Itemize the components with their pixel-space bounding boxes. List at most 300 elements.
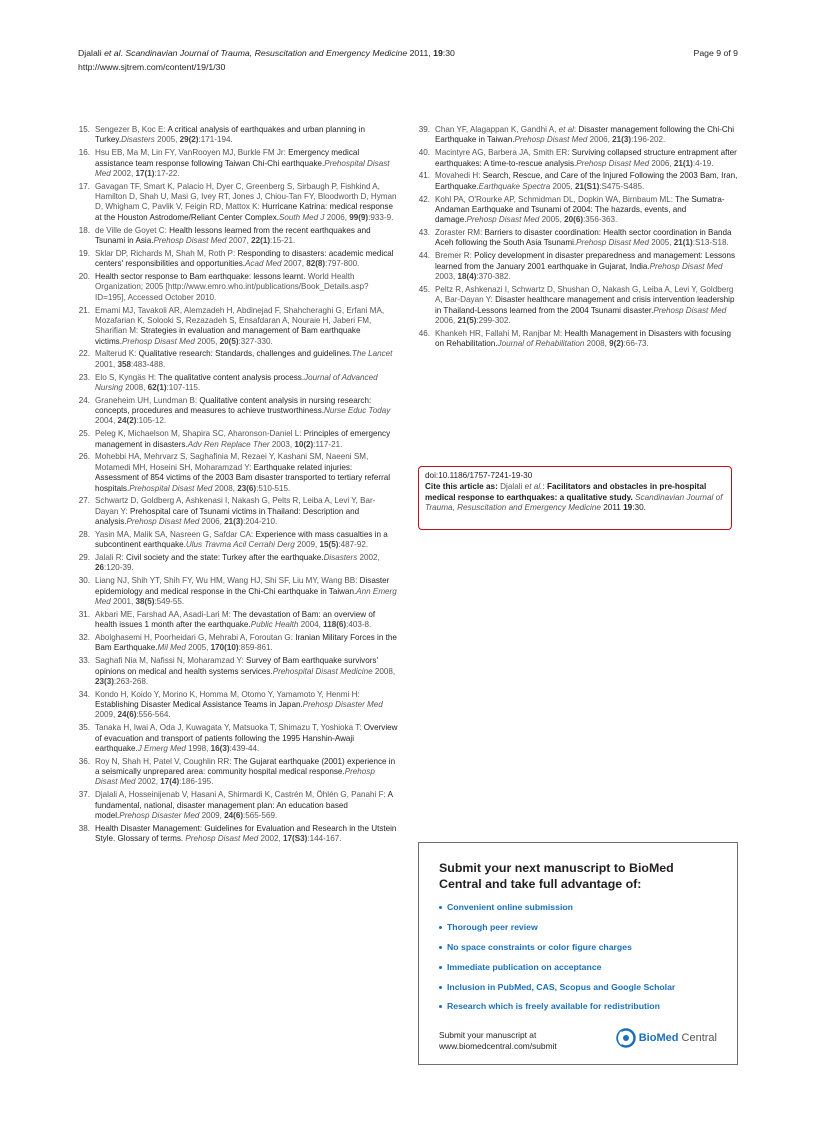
bmc-benefit-item [439, 982, 717, 993]
reference-volume: 21(S1) [574, 181, 600, 191]
reference-volume: 17(4) [160, 777, 180, 787]
reference-year: 2002, [357, 553, 380, 563]
reference-year: 2004, [95, 416, 118, 426]
reference-body [95, 349, 392, 368]
reference-volume: 24(6) [224, 810, 244, 820]
cite-etal: et al. [524, 482, 543, 492]
reference-title[interactable]: Strategies in evaluation and management of Bam earthquake victims. [95, 326, 361, 346]
reference-title[interactable]: Hurricane Katrina: medical response at the Houston Astrodome/Reliant Center Complex. [95, 202, 393, 222]
bmc-submit-box [418, 842, 738, 1065]
reference-item [78, 272, 398, 303]
header-etal: et al [104, 48, 121, 58]
reference-journal: The Lancet [351, 349, 393, 359]
reference-authors: Mohebbi HA, Mehrvarz S, Saghafinia M, Rezaei Y, Kashani SM, Naeeni SM, Motamedi MH, Hoseini SH, Moharamzad Y: [95, 452, 369, 472]
reference-volume: 62(1) [147, 382, 167, 392]
reference-title[interactable]: Barriers to disaster coordination: Health sector coordination in Banda Aceh following the South Asia Tsunami. [435, 228, 732, 248]
bullet-icon [439, 986, 442, 989]
reference-authors: Akbari ME, Farshad AA, Asadi-Lari M: [95, 609, 233, 619]
reference-volume: 20(6) [564, 215, 584, 225]
reference-body [95, 690, 383, 720]
reference-item [78, 690, 398, 721]
bmc-benefit-item [439, 902, 717, 913]
reference-number: 32. [78, 632, 90, 642]
reference-item [78, 553, 398, 574]
reference-pages: :144-167. [307, 834, 342, 844]
reference-body [95, 249, 394, 268]
reference-journal: Prehosp Disast Med [466, 215, 540, 225]
reference-title[interactable]: Overview of evacuation and transport of patients following the 1995 Hanshin-Awaji earthquake. [95, 723, 398, 753]
reference-year: 2009, [95, 710, 118, 720]
logo-wordmark [639, 1032, 717, 1044]
reference-number: 31. [78, 609, 90, 619]
reference-authors: Sklar DP, Richards M, Shah M, Roth P: [95, 248, 238, 258]
reference-authors: Kondo H, Koido Y, Morino K, Homma M, Otomo Y, Yamamoto Y, Henmi H: [95, 689, 360, 699]
reference-journal: Prehosp Disast Med [649, 261, 723, 271]
references-right-column [418, 125, 738, 352]
page-header [78, 46, 738, 74]
reference-authors: Roy N, Shah H, Patel V, Coughlin RR: [95, 756, 234, 766]
reference-pages: :487-92. [338, 540, 369, 550]
reference-journal: Prehosp Disaster Med [302, 700, 383, 710]
reference-body [95, 576, 397, 606]
reference-item [78, 576, 398, 607]
references-left-column [78, 125, 398, 847]
reference-item [418, 251, 738, 282]
cite-authors: Djalali [500, 482, 525, 492]
reference-year: 2001, [110, 596, 136, 606]
reference-title[interactable]: Disaster healthcare management and crisis intervention leadership in Thailand-Lessons learned from the 2004 Tsunami disaster. [435, 295, 735, 315]
reference-number: 18. [78, 225, 90, 235]
reference-pages: :510-515. [256, 483, 291, 493]
reference-number: 46. [418, 328, 430, 338]
reference-body [95, 656, 395, 686]
reference-item [78, 429, 398, 450]
reference-body [95, 429, 390, 448]
reference-journal: South Med J [279, 212, 325, 222]
reference-journal: Disasters [121, 135, 155, 145]
reference-item [418, 171, 738, 192]
reference-journal: Earthquake Spectra [478, 181, 551, 191]
reference-title[interactable]: Emergency medical assistance team response following Taiwan Chi-Chi earthquake. [95, 148, 360, 168]
reference-volume: 24(2) [117, 416, 137, 426]
reference-volume: 15(5) [319, 540, 339, 550]
reference-number: 45. [418, 284, 430, 294]
reference-item [78, 496, 398, 527]
reference-volume: 21(5) [457, 315, 477, 325]
reference-year: 2002, [258, 834, 284, 844]
reference-volume: 21(1) [673, 238, 693, 248]
logo-central: Central [678, 1032, 717, 1044]
reference-pages: :17-22. [154, 168, 180, 178]
reference-number: 38. [78, 823, 90, 833]
reference-volume: 99(9) [349, 212, 369, 222]
reference-body [435, 228, 731, 247]
reference-number: 37. [78, 790, 90, 800]
header-article: :30 [442, 48, 455, 58]
reference-volume: 21(3) [612, 135, 632, 145]
bmc-submit-text [439, 1030, 557, 1051]
reference-title[interactable]: A critical analysis of earthquakes and urban planning in Turkey. [95, 125, 365, 145]
reference-body [95, 496, 375, 526]
reference-volume: 170(10) [210, 643, 239, 653]
reference-pages: :797-800. [325, 259, 360, 269]
running-citation [78, 46, 738, 60]
reference-journal: Prehospital Disast Medicine [272, 666, 373, 676]
reference-year: 2001, [95, 359, 118, 369]
reference-journal: Prehosp Disast Med [121, 336, 195, 346]
cite-year: 2011 [600, 503, 624, 513]
reference-title[interactable]: The devastation of Bam: an overview of health issues 1 month after the earthquake. [95, 609, 376, 630]
reference-journal: Prehosp Disast Med [183, 834, 259, 844]
reference-item [78, 125, 398, 146]
reference-pages: :549-55. [154, 596, 185, 606]
reference-volume: 17(1) [135, 168, 155, 178]
bmc-benefit-item [439, 962, 717, 973]
reference-authors: Abolghasemi H, Poorheidari G, Mehrabi A, Foroutan G: [95, 632, 296, 642]
bmc-benefit-item [439, 1001, 717, 1012]
bmc-submit-url[interactable]: www.biomedcentral.com/submit [439, 1040, 557, 1051]
reference-pages: :204-210. [243, 517, 278, 527]
reference-title[interactable]: Civil society and the state: Turkey after the earthquake. [126, 553, 324, 563]
reference-authors: Yasin MA, Malik SA, Nasreen G, Safdar CA: [95, 529, 256, 539]
reference-item [78, 148, 398, 179]
reference-authors: Elo S, Kyngäs H: [95, 372, 159, 382]
reference-year: 1998, [185, 743, 211, 753]
reference-pages: :299-302. [476, 315, 511, 325]
reference-pages: :439-44. [229, 743, 260, 753]
reference-body [435, 125, 734, 144]
reference-pages: :107-115. [166, 382, 201, 392]
reference-body [435, 329, 731, 348]
reference-item [78, 610, 398, 631]
reference-item [78, 226, 398, 247]
reference-title[interactable]: Qualitative content analysis in nursing research: concepts, procedures and measures to achieve trustworthiness. [95, 395, 372, 416]
reference-volume: 16(3) [210, 743, 230, 753]
reference-authors: Bremer R: [435, 251, 475, 261]
reference-pages: :859-861. [238, 643, 273, 653]
reference-body [95, 723, 397, 753]
reference-year: 2005, [154, 135, 180, 145]
reference-body [95, 226, 371, 245]
bmc-submit-line1: Submit your manuscript at [439, 1030, 537, 1040]
biomed-logo-icon [616, 1028, 636, 1048]
reference-title[interactable]: Health lessons learned from the recent earthquakes and Tsunami in Asia. [95, 225, 371, 245]
bmc-benefit-text: Thorough peer review [447, 921, 538, 932]
reference-title[interactable]: The Gujarat earthquake (2001) experience in a seismically unprepared area: community hospital medical response. [95, 756, 396, 777]
reference-year: 2008, [122, 382, 148, 392]
reference-title[interactable]: Disaster management following the Chi-Chi Earthquake in Taiwan. [435, 125, 735, 145]
reference-item [418, 329, 738, 350]
reference-title[interactable]: Health Management in Disasters with focusing on Rehabilitation. [435, 328, 732, 349]
reference-title[interactable]: Health sector response to Bam earthquake: lessons learnt. [95, 271, 306, 281]
reference-year: 2002, [110, 168, 136, 178]
reference-number: 15. [78, 125, 90, 134]
reference-journal: Prehosp Disaster Med [119, 810, 200, 820]
reference-authors: Gavagan TF, Smart K, Palacio H, Dyer C, Greenberg S, Sirbaugh P, Fishkind A, Hamilton D, Shah U, Masi G, Ivey RT, Jones J, Chiou-Tan FY, Bloodworth D, Hyman D, Whigham C, Pavlik V, Feigin RD, Mattox K: [95, 181, 397, 212]
cite-title: Facilitators and obstacles in pre-hospital medical response to earthquakes: a qualitative study. [425, 482, 707, 502]
cite-volume: 19 [623, 503, 633, 513]
reference-journal: Prehospital Disast Med [129, 483, 213, 493]
reference-authors: Djalali A, Hosseinijenab V, Hasani A, Shirmardi K, Castrén M, Öhlén G, Panahi F: [95, 790, 388, 800]
reference-volume: 26 [95, 563, 105, 573]
reference-volume: 23(6) [237, 483, 257, 493]
cite-journal: Scandinavian Journal of Trauma, Resuscitation and Emergency Medicine [425, 492, 723, 513]
reference-body [95, 306, 384, 346]
bmc-title: Submit your next manuscript to BioMed Central and take full advantage of: [439, 861, 674, 891]
reference-pages: :66-73. [623, 339, 649, 349]
reference-authors: Schwartz D, Goldberg A, Ashkenasi I, Nakash G, Pelts R, Leiba A, Levi Y, Bar-Dayan Y: [95, 496, 376, 516]
reference-item [78, 723, 398, 754]
reference-year: 2007, [281, 259, 307, 269]
reference-pages: :105-12. [136, 416, 167, 426]
logo-bio: BioMed [638, 1032, 679, 1044]
reference-title[interactable]: A fundamental, national, disaster management plan: An education based model. [95, 790, 393, 820]
reference-journal: Public Health [250, 620, 299, 630]
reference-journal: Journal of Advanced Nursing [95, 372, 378, 392]
reference-number: 26. [78, 452, 90, 462]
reference-number: 25. [78, 429, 90, 439]
page-number: Page 9 of 9 [693, 48, 738, 58]
reference-authors: de Ville de Goyet C: [95, 225, 170, 235]
reference-number: 35. [78, 723, 90, 733]
reference-number: 34. [78, 689, 90, 699]
reference-number: 19. [78, 248, 90, 258]
reference-body [95, 530, 388, 549]
reference-body [435, 195, 725, 225]
reference-item [418, 148, 738, 169]
reference-pages: :356-363. [583, 215, 618, 225]
reference-number: 33. [78, 656, 90, 666]
reference-year: 2006, [435, 315, 458, 325]
reference-etal: et al [558, 125, 574, 134]
reference-journal: Prehospital Disast Med [95, 158, 390, 178]
reference-title[interactable]: Iranian Military Forces in the Bam Earthquake. [95, 632, 397, 653]
reference-journal: Ann Emerg Med [95, 586, 397, 606]
bmc-benefit-text: No space constraints or color figure charges [447, 941, 632, 952]
reference-authors: Khankeh HR, Fallahi M, Ranjbar M: [435, 328, 565, 338]
reference-year: 2005, [539, 215, 565, 225]
cite-article: :30. [632, 503, 646, 513]
reference-year: 2008, [372, 666, 396, 676]
reference-authors: Zoraster RM: [435, 228, 485, 238]
reference-year: 2005, [550, 181, 575, 191]
reference-authors: Liang NJ, Shih YT, Shih FY, Wu HM, Wang HJ, Shi SF, Liu MY, Wang BB: [95, 576, 360, 586]
bullet-icon [439, 1005, 442, 1008]
reference-title[interactable]: The Sumatra-Andaman Earthquake and Tsunami of 2004: The hazards, events, and damage. [435, 194, 725, 225]
reference-year: 2003, [435, 271, 458, 281]
reference-number: 28. [78, 529, 90, 539]
reference-body [95, 824, 396, 843]
reference-year: 2006, [649, 158, 674, 168]
reference-authors: Macintyre AG, Barbera JA, Smith ER: [435, 148, 572, 158]
reference-year: 2006, [199, 517, 225, 527]
reference-authors: Sengezer B, Koc E: [95, 125, 168, 134]
reference-item [78, 349, 398, 370]
reference-number: 22. [78, 349, 90, 359]
doi[interactable]: doi:10.1186/1757-7241-19-30 [425, 471, 533, 480]
reference-title[interactable]: Establishing Disaster Medical Assistance Teams in Japan. [95, 700, 303, 710]
reference-year: 2008, [584, 339, 610, 349]
reference-pages: :117-21. [313, 439, 343, 449]
reference-body [435, 171, 737, 190]
bmc-benefit-text: Immediate publication on acceptance [447, 961, 602, 972]
reference-body [95, 125, 365, 144]
cite-article-box [418, 466, 732, 530]
header-volume: 19 [433, 48, 443, 58]
reference-pages: World Health Organization; 2005 [http://www.emro.who.int/publications/Book_Details.asp?ID=195], Accessed October 2010. [95, 271, 369, 302]
reference-item [78, 633, 398, 654]
header-year: 2011, [407, 48, 434, 58]
reference-journal: Prehosp Disast Med [576, 238, 650, 248]
reference-body [95, 757, 395, 787]
reference-pages: :403-8. [346, 620, 372, 630]
reference-number: 40. [418, 148, 430, 158]
reference-item [78, 396, 398, 427]
reference-journal: Prehosp Disast Med [95, 767, 375, 787]
reference-volume: 21(3) [224, 517, 244, 527]
bmc-benefit-text: Inclusion in PubMed, CAS, Scopus and Google Scholar [447, 981, 676, 992]
reference-number: 20. [78, 271, 90, 281]
reference-item [78, 249, 398, 270]
reference-year: 2008, [212, 483, 238, 493]
reference-item [78, 790, 398, 821]
reference-volume: 20(5) [219, 336, 239, 346]
reference-item [418, 195, 738, 226]
reference-authors: Peltz R, Ashkenazi I, Schwartz D, Shushan O, Nakash G, Leiba A, Levi Y, Goldberg A, Bar-Dayan Y: [435, 284, 734, 305]
header-url[interactable]: http://www.sjtrem.com/content/19/1/30 [78, 62, 226, 72]
biomed-central-logo [616, 1028, 717, 1048]
reference-pages: :556-564. [136, 710, 171, 720]
reference-journal: Prehosp Disast Med [153, 235, 227, 245]
reference-pages: :120-39. [104, 563, 134, 573]
reference-body [95, 610, 375, 629]
bmc-benefit-text: Convenient online submission [447, 902, 573, 912]
reference-number: 23. [78, 372, 90, 382]
reference-body [95, 790, 393, 820]
reference-journal: Disasters [323, 553, 358, 563]
reference-title[interactable]: Responding to disasters: academic medical centers' responsibilities and opportunities. [95, 248, 394, 269]
reference-number: 39. [418, 125, 430, 134]
reference-pages: :565-569. [243, 810, 278, 820]
reference-number: 42. [418, 194, 430, 204]
header-journal: Scandinavian Journal of Trauma, Resuscitation and Emergency Medicine [125, 48, 408, 58]
reference-year: 2002, [135, 777, 161, 787]
reference-volume: 18(4) [457, 271, 477, 281]
reference-title[interactable]: Policy development in disaster preparedness and management: Lessons learned from the January 2001 earthquake in Gujarat, India. [435, 251, 736, 271]
reference-title[interactable]: Prehospital care of Tsunami victims in Thailand: Description and analysis. [95, 506, 360, 527]
bullet-icon [439, 966, 442, 969]
reference-journal: Prehosp Disast Med [514, 135, 588, 145]
reference-volume: 358 [117, 359, 132, 369]
cite-text [425, 482, 725, 513]
reference-journal: Ulus Travma Acil Cerrahi Derg [185, 540, 295, 550]
reference-body [95, 148, 390, 178]
reference-title[interactable]: Health Disaster Management: Guidelines for Evaluation and Research in the Utstein Style. Glossary of terms. [95, 823, 397, 844]
reference-body [435, 285, 734, 325]
reference-authors: Movahedi H: [435, 171, 483, 181]
reference-item [418, 125, 738, 146]
reference-number: 24. [78, 395, 90, 405]
reference-year: 2007, [226, 235, 252, 245]
reference-journal: Mil Med [157, 643, 186, 653]
reference-body [95, 633, 397, 652]
reference-pages: :196-202. [631, 135, 666, 145]
reference-body [435, 148, 737, 167]
reference-year: 2003, [269, 439, 295, 449]
bmc-benefit-item [439, 942, 717, 953]
reference-title[interactable]: Qualitative research: Standards, challenges and guidelines. [138, 349, 352, 359]
reference-number: 16. [78, 148, 90, 158]
header-authors: Djalali [78, 48, 105, 58]
reference-title[interactable]: The qualitative content analysis process. [158, 372, 305, 382]
reference-body [95, 553, 380, 572]
reference-authors: Chan YF, Alagappan K, Gandhi A, [435, 125, 559, 134]
reference-authors: Hsu EB, Ma M, Lin FY, VanRooyen MJ, Burkle FM Jr: [95, 148, 289, 158]
reference-body [95, 396, 390, 426]
reference-number: 30. [78, 576, 90, 586]
reference-volume: 118(6) [323, 620, 347, 630]
reference-title[interactable]: Search, Rescue, and Care of the Injured Following the 2003 Bam, Iran, Earthquake. [435, 171, 738, 191]
reference-volume: 22(1) [251, 235, 271, 245]
reference-item [78, 306, 398, 347]
header-dot: . [120, 48, 126, 58]
reference-volume: 9(2) [609, 339, 624, 349]
cite-colon: : [542, 482, 547, 492]
reference-pages: :327-330. [238, 336, 273, 346]
reference-pages: :483-488. [131, 359, 166, 369]
reference-authors: Saghafi Nia M, Nafissi N, Moharamzad Y: [95, 656, 246, 666]
reference-pages: :S475-S485. [599, 181, 645, 191]
reference-year: 2006, [324, 212, 350, 222]
reference-item [78, 757, 398, 788]
reference-journal: Nurse Educ Today [324, 406, 391, 416]
reference-volume: 38(5) [135, 596, 155, 606]
reference-volume: 82(8) [306, 259, 326, 269]
reference-pages: :370-382. [476, 271, 511, 281]
reference-title[interactable]: Surviving collapsed structure entrapment after earthquakes: A time-to-rescue analysis. [435, 148, 737, 168]
reference-journal: Prehosp Disast Med [576, 158, 650, 168]
reference-year: 2009, [294, 540, 320, 550]
reference-journal: Prehosp Disast Med [653, 305, 727, 315]
reference-title[interactable]: Disaster epidemiology and medical response in the Chi-Chi earthquake in Taiwan. [95, 576, 390, 596]
reference-journal: Acad Med [245, 259, 282, 269]
reference-year: 2005, [194, 336, 220, 346]
reference-pages: :171-194. [198, 135, 233, 145]
reference-item [418, 285, 738, 326]
reference-journal: Journal of Rehabilitation [497, 339, 585, 349]
reference-year: 2006, [587, 135, 613, 145]
reference-title[interactable]: Survey of Bam earthquake survivors' opinions on medical and health systems services. [95, 656, 379, 676]
reference-authors-end: : [573, 125, 579, 134]
reference-authors: Kohl PA, O'Rourke AP, Schmidman DL, Dopkin WA, Birnbaum ML: [435, 194, 676, 204]
reference-title[interactable]: Experience with mass casualties in a subcontinent earthquake. [95, 529, 388, 550]
reference-body [95, 182, 397, 222]
reference-title[interactable]: Earthquake related injuries: Assessment of 854 victims of the 2003 Bam disaster transported to tertiary referral hospitals. [95, 462, 391, 493]
reference-pages: :263-268. [113, 676, 149, 686]
reference-item [78, 824, 398, 845]
reference-item [78, 530, 398, 551]
reference-item [78, 182, 398, 223]
reference-number: 21. [78, 305, 90, 315]
reference-title[interactable]: Principles of emergency management in disasters. [95, 429, 391, 449]
reference-pages: :933-9. [368, 212, 394, 222]
reference-year: 2005, [185, 643, 211, 653]
reference-body [95, 272, 369, 302]
reference-journal: J Emerg Med [137, 743, 186, 753]
reference-body [95, 373, 378, 392]
bmc-benefit-text: Research which is freely available for redistribution [447, 1001, 660, 1012]
cite-label: Cite this article as: [425, 482, 501, 492]
